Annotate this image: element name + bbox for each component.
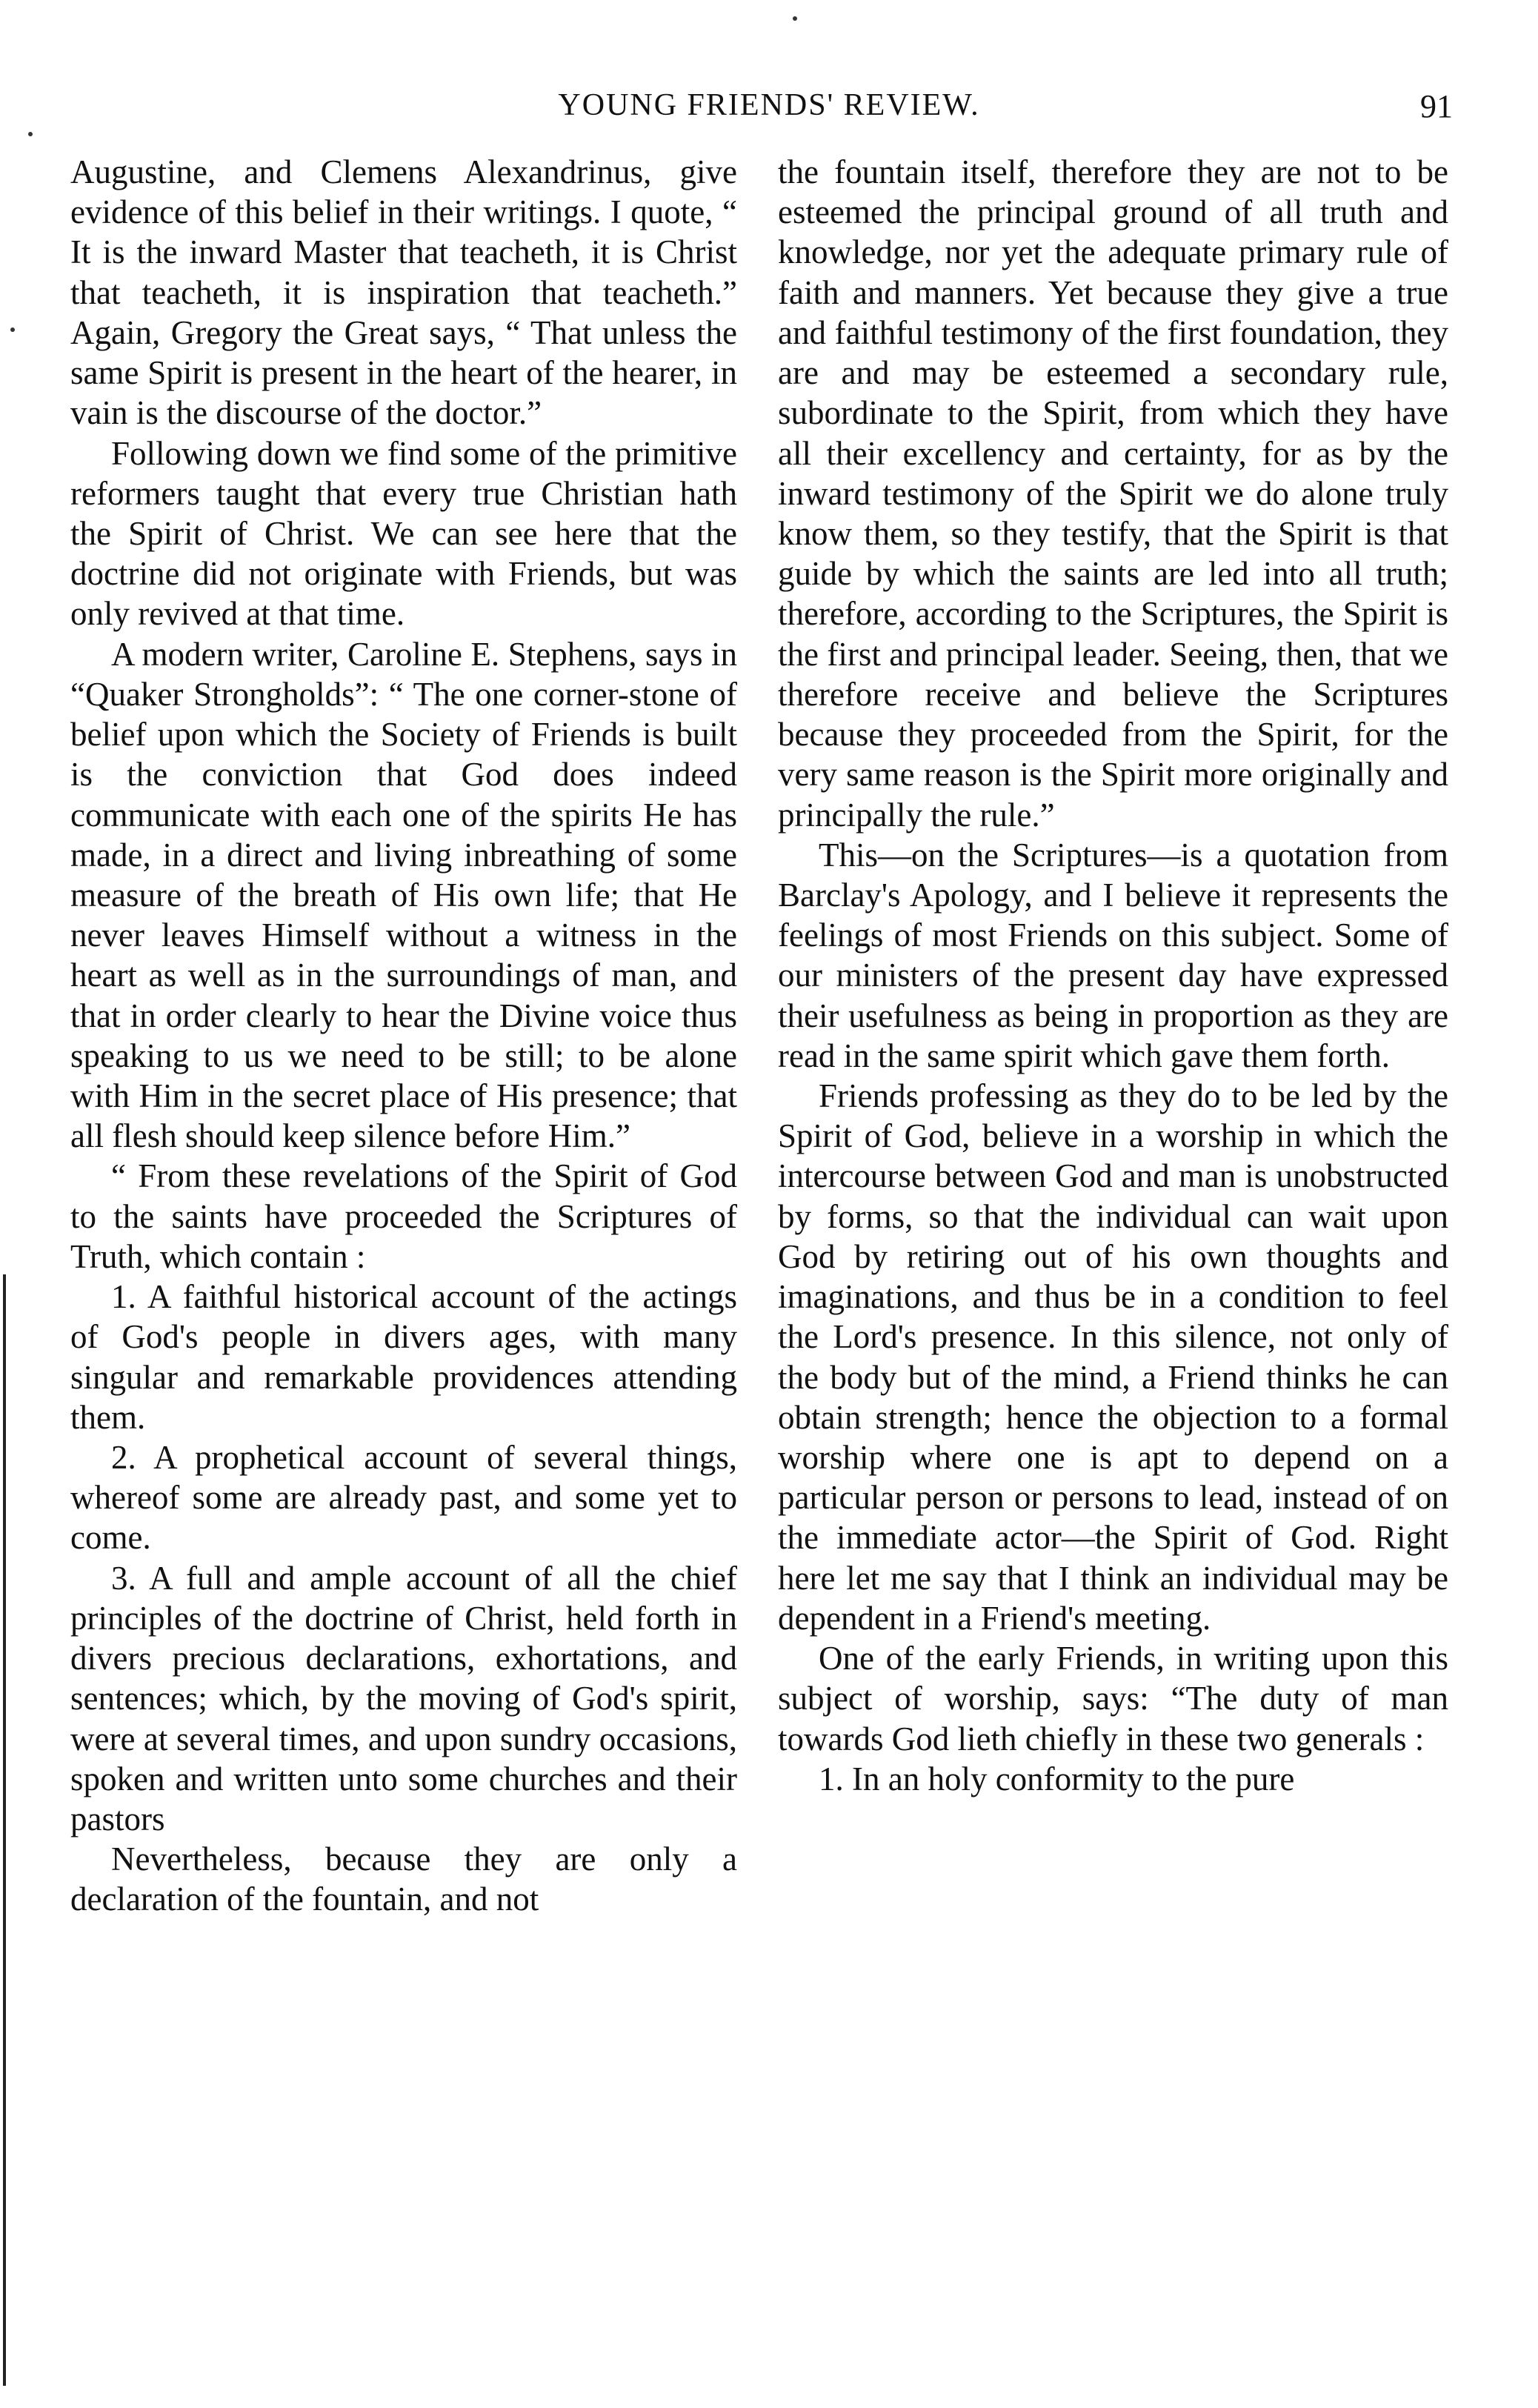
page-header: [0, 87, 1538, 139]
left-column-paragraph: Nevertheless, because they are only a declaration of the fountain, and not: [70, 1840, 737, 1918]
scan-speck: [10, 327, 15, 332]
left-column: [70, 152, 737, 1920]
running-title: YOUNG FRIENDS' REVIEW.: [558, 88, 980, 122]
left-column-paragraph: 1. A faithful historical account of the actings of God's people in divers ages, with many singular and remarkable providences attending them.: [70, 1278, 737, 1436]
left-column-paragraph: Following down we find some of the primitive reformers taught that every true Christian hath the Spirit of Christ. We can see here that the doctrine did not originate with Friends, but was only revived at that time.: [70, 434, 737, 633]
right-column-paragraph: Friends professing as they do to be led by the Spirit of God, believe in a worship in which the intercourse between God and man is unobstructed by forms, so that the individual can wait upon God by retiring out of his own thoughts and imaginations, and thus be in a condition to feel the Lord's presence. In this silence, not only of the body but of the mind, a Friend thinks he can obtain strength; hence the objection to a formal worship where one is apt to depend on a particular person or persons to lead, instead of on the immediate actor—the Spirit of God. Right here let me say that I think an individual may be dependent in a Friend's meeting.: [778, 1077, 1448, 1637]
left-column-paragraph: A modern writer, Caroline E. Stephens, says in “Quaker Strongholds”: “ The one corner-stone of belief upon which the Society of Friends is built is the conviction that God does indeed communicate with each one of the spirits He has made, in a direct and living inbreathing of some measure of the breath of His own life; that He never leaves Himself without a witness in the heart as well as in the surroundings of man, and that in order clearly to hear the Divine voice thus speaking to us we need to be still; to be alone with Him in the secret place of His presence; that all flesh should keep silence before Him.”: [70, 635, 737, 1155]
scan-speck: [28, 132, 33, 136]
scan-speck: [793, 16, 797, 21]
right-column-paragraph: the fountain itself, therefore they are not to be esteemed the principal ground of all truth and knowledge, nor yet the adequate primary rule of faith and manners. Yet because they give a true and faithful testimony of the first foundation, they are and may be esteemed a secondary rule, subordinate to the Spirit, from which they have all their excellency and certainty, for as by the inward testimony of the Spirit we do alone truly know them, so they testify, that the Spirit is that guide by which the saints are led into all truth; therefore, according to the Scriptures, the Spirit is the first and principal leader. Seeing, then, that we therefore receive and believe the Scriptures because they proceeded from the Spirit, for the very same reason is the Spirit more originally and principally the rule.”: [778, 153, 1448, 834]
right-column-paragraph: 1. In an holy conformity to the pure: [819, 1760, 1295, 1797]
right-column: [778, 152, 1448, 1799]
left-column-paragraph: Augustine, and Clemens Alexandrinus, give evidence of this belief in their writings. I quote, “ It is the inward Master that teacheth, it is Christ that teacheth, it is inspiration that teacheth.” Again, Gregory the Great says, “ That unless the same Spirit is present in the heart of the hearer, in vain is the discourse of the doctor.”: [70, 153, 737, 432]
scan-edge-shadow: [3, 1274, 6, 2386]
right-column-paragraph: One of the early Friends, in writing upon this subject of worship, says: “The duty of man towards God lieth chiefly in these two generals :: [778, 1640, 1448, 1757]
page-number: 91: [1420, 88, 1453, 124]
left-column-paragraph: 3. A full and ample account of all the chief principles of the doctrine of Christ, held forth in divers precious declarations, exhortations, and sentences; which, by the moving of God's spirit, were at several times, and upon sundry occasions, spoken and written unto some churches and their pastors: [70, 1559, 737, 1837]
left-column-paragraph: “ From these revelations of the Spirit of God to the saints have proceeded the Scriptures of Truth, which contain :: [70, 1157, 737, 1275]
left-column-paragraph: 2. A prophetical account of several things, whereof some are already past, and some yet to come.: [70, 1439, 737, 1557]
right-column-paragraph: This—on the Scriptures—is a quotation from Barclay's Apology, and I believe it represents the feelings of most Friends on this subject. Some of our ministers of the present day have expressed their usefulness as being in proportion as they are read in the same spirit which gave them forth.: [778, 836, 1448, 1074]
